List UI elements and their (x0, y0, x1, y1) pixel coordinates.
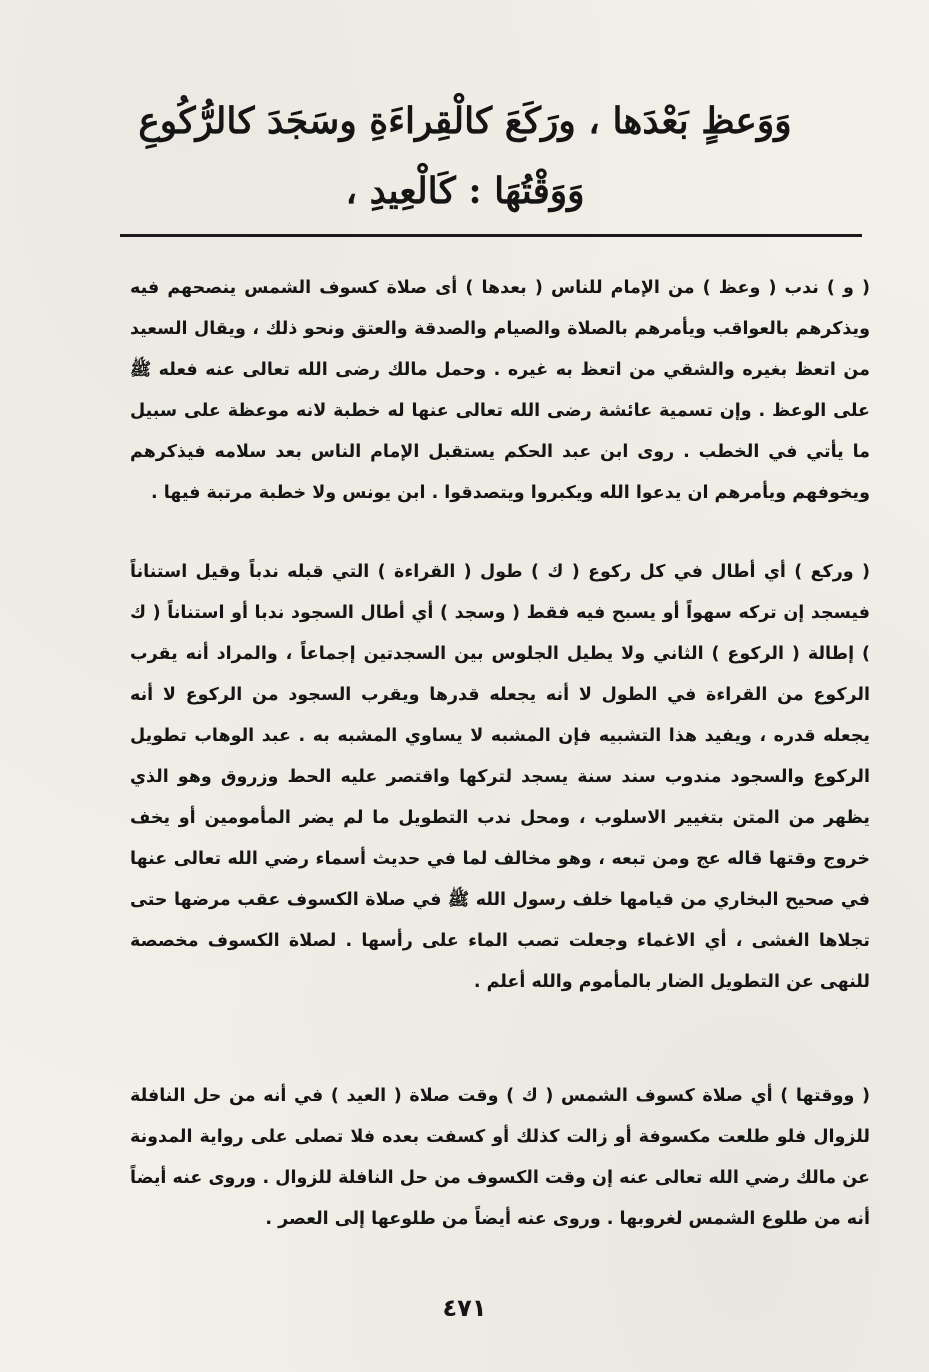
page-number: ٤٧١ (442, 1294, 487, 1322)
commentary-paragraph-3: ( ووقتها ) أي صلاة كسوف الشمس ( ك ) وقت صلاة ( العيد ) في أنه من حل النافلة للزوال فلو طلعت مكسوفة أو زالت كذلك أو كسفت بعده فلا تصلى على رواية المدونة عن مالك رضي الله تعالى عنه إن وقت الكسوف من حل النافلة للزوال . وروى عنه أيضاً أنه من طلوع الشمس لغروبها . وروى عنه أيضاً من طلوعها إلى العصر . (130, 1086, 870, 1229)
verse-line-2: وَوَقْتُهَا : كَالْعِيدِ ، (345, 170, 585, 212)
commentary-paragraph-2: ( وركع ) أي أطال في كل ركوع ( ك ) طول ( القراءة ) التي قبله ندباً وقيل استناناً فيسجد إن تركه سهواً أو يسبح فيه فقط ( وسجد ) أي أطال السجود ندبا أو استناناً ( ك ) إطالة ( الركوع ) الثاني ولا يطيل الجلوس بين السجدتين إجماعاً ، والمراد أنه يقرب الركوع من القراءة في الطول لا أنه يجعله قدرها ويقرب السجود من الركوع لا أنه يجعله قدره ، ويفيد هذا التشبيه فإن المشبه لا يساوي المشبه به . عبد الوهاب تطويل الركوع والسجود مندوب سند سنة يسجد لتركها واقتصر عليه الحط وزروق وهو الذي يظهر من المتن بتغيير الاسلوب ، ومحل ندب التطويل ما لم يضر المأمومين أو يخف خروج وقتها قاله عج ومن تبعه ، وهو مخالف لما في حديث أسماء رضي الله تعالى عنها في صحيح البخاري من قيامها خلف رسول الله ﷺ في صلاة الكسوف عقب مرضها حتى تجلاها الغشى ، أي الاغماء وجعلت تصب الماء على رأسها . لصلاة الكسوف مخصصة للنهى عن التطويل الضار بالمأموم والله أعلم . (130, 562, 870, 992)
commentary-paragraph-1: ( و ) ندب ( وعظ ) من الإمام للناس ( بعدها ) أى صلاة كسوف الشمس ينصحهم فيه ويذكرهم بالعواقب ويأمرهم بالصلاة والصيام والصدقة والعتق ونحو ذلك ، ويقال السعيد من اتعظ بغيره والشقي من اتعظ به غيره . وحمل مالك رضى الله تعالى عنه فعله ﷺ على الوعظ . وإن تسمية عائشة رضى الله تعالى عنها له خطبة لانه موعظة على سبيل ما يأتي في الخطب . روى ابن عبد الحكم يستقبل الإمام الناس بعد سلامه فيذكرهم ويخوفهم ويأمرهم ان يدعوا الله ويكبروا ويتصدقوا . ابن يونس ولا خطبة مرتبة فيها . (130, 278, 870, 503)
separator-rule (120, 234, 862, 237)
verse-line-1: وَوَعظٍ بَعْدَها ، ورَكَعَ كالْقِراءَةِ وسَجَدَ كالرُّكُوعِ (138, 100, 792, 142)
